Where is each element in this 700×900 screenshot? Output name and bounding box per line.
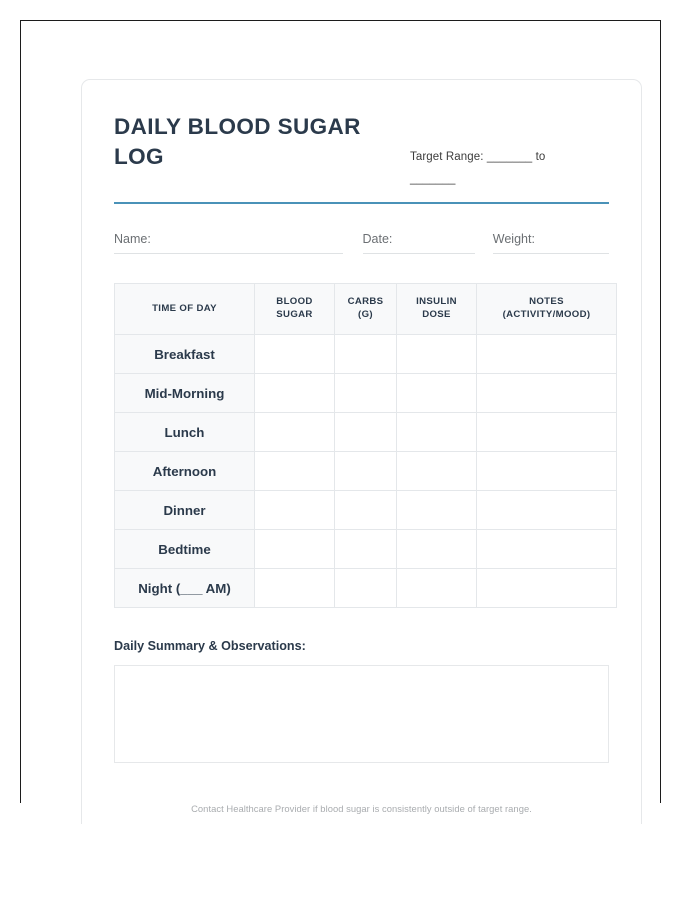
header-line: (G) xyxy=(358,309,373,321)
page-frame xyxy=(20,20,661,815)
column-header-insulin-dose xyxy=(397,284,477,335)
cell-notes[interactable] xyxy=(477,413,617,452)
cell-carbs-g[interactable] xyxy=(335,374,397,413)
cell-notes[interactable] xyxy=(477,452,617,491)
cell-carbs-g[interactable] xyxy=(335,569,397,608)
cell-carbs-g[interactable] xyxy=(335,491,397,530)
cell-notes[interactable] xyxy=(477,374,617,413)
header-line: CARBS xyxy=(347,296,384,308)
cell-blood-sugar[interactable] xyxy=(255,413,335,452)
cell-blood-sugar[interactable] xyxy=(255,374,335,413)
footer-note: Contact Healthcare Provider if blood sugar is consistently outside of target range. xyxy=(191,803,532,815)
name-field[interactable]: Name: xyxy=(114,232,343,254)
cell-insulin-dose[interactable] xyxy=(397,374,477,413)
row-label-time-of-day: Dinner xyxy=(115,491,255,530)
header-line: NOTES xyxy=(529,296,564,308)
cell-blood-sugar[interactable] xyxy=(255,452,335,491)
row-label-time-of-day: Night (___ AM) xyxy=(115,569,255,608)
cell-insulin-dose[interactable] xyxy=(397,452,477,491)
table-row xyxy=(115,374,617,413)
summary-label: Daily Summary & Observations: xyxy=(114,639,306,654)
header-line: SUGAR xyxy=(276,309,313,321)
cell-insulin-dose[interactable] xyxy=(397,335,477,374)
column-header-notes xyxy=(477,284,617,335)
header-line: (ACTIVITY/MOOD) xyxy=(502,309,591,321)
cell-notes[interactable] xyxy=(477,491,617,530)
cell-blood-sugar[interactable] xyxy=(255,335,335,374)
cell-notes[interactable] xyxy=(477,335,617,374)
weight-field[interactable]: Weight: xyxy=(493,232,609,254)
cell-blood-sugar[interactable] xyxy=(255,491,335,530)
table-row xyxy=(115,569,617,608)
column-header-blood-sugar xyxy=(255,284,335,335)
date-field[interactable]: Date: xyxy=(363,232,475,254)
column-header-time-of-day xyxy=(115,284,255,335)
identity-fields xyxy=(114,232,609,254)
row-label-time-of-day: Lunch xyxy=(115,413,255,452)
header-line: BLOOD xyxy=(276,296,313,308)
table-row xyxy=(115,413,617,452)
table-row xyxy=(115,491,617,530)
cell-insulin-dose[interactable] xyxy=(397,491,477,530)
header-line: DOSE xyxy=(422,309,451,321)
cell-carbs-g[interactable] xyxy=(335,530,397,569)
sheet-header xyxy=(114,80,609,191)
cell-carbs-g[interactable] xyxy=(335,413,397,452)
cell-notes[interactable] xyxy=(477,569,617,608)
column-header-carbs xyxy=(335,284,397,335)
summary-input-area[interactable] xyxy=(114,665,609,763)
cell-blood-sugar[interactable] xyxy=(255,569,335,608)
table-row xyxy=(115,335,617,374)
cell-insulin-dose[interactable] xyxy=(397,530,477,569)
log-sheet-card xyxy=(81,79,642,824)
blood-sugar-log-table xyxy=(114,283,617,608)
table-row xyxy=(115,452,617,491)
header-line: INSULIN xyxy=(416,296,457,308)
cell-carbs-g[interactable] xyxy=(335,452,397,491)
cell-blood-sugar[interactable] xyxy=(255,530,335,569)
table-row xyxy=(115,530,617,569)
cell-insulin-dose[interactable] xyxy=(397,569,477,608)
row-label-time-of-day: Breakfast xyxy=(115,335,255,374)
cell-notes[interactable] xyxy=(477,530,617,569)
header-divider xyxy=(114,202,609,205)
row-label-time-of-day: Mid-Morning xyxy=(115,374,255,413)
header-line: TIME OF DAY xyxy=(152,302,217,314)
target-range-field[interactable]: Target Range: _______ to _______ xyxy=(410,151,546,186)
table-header-row xyxy=(115,284,617,335)
row-label-time-of-day: Bedtime xyxy=(115,530,255,569)
row-label-time-of-day: Afternoon xyxy=(115,452,255,491)
cell-insulin-dose[interactable] xyxy=(397,413,477,452)
cell-carbs-g[interactable] xyxy=(335,335,397,374)
page-title: DAILY BLOOD SUGAR LOG xyxy=(114,114,361,169)
